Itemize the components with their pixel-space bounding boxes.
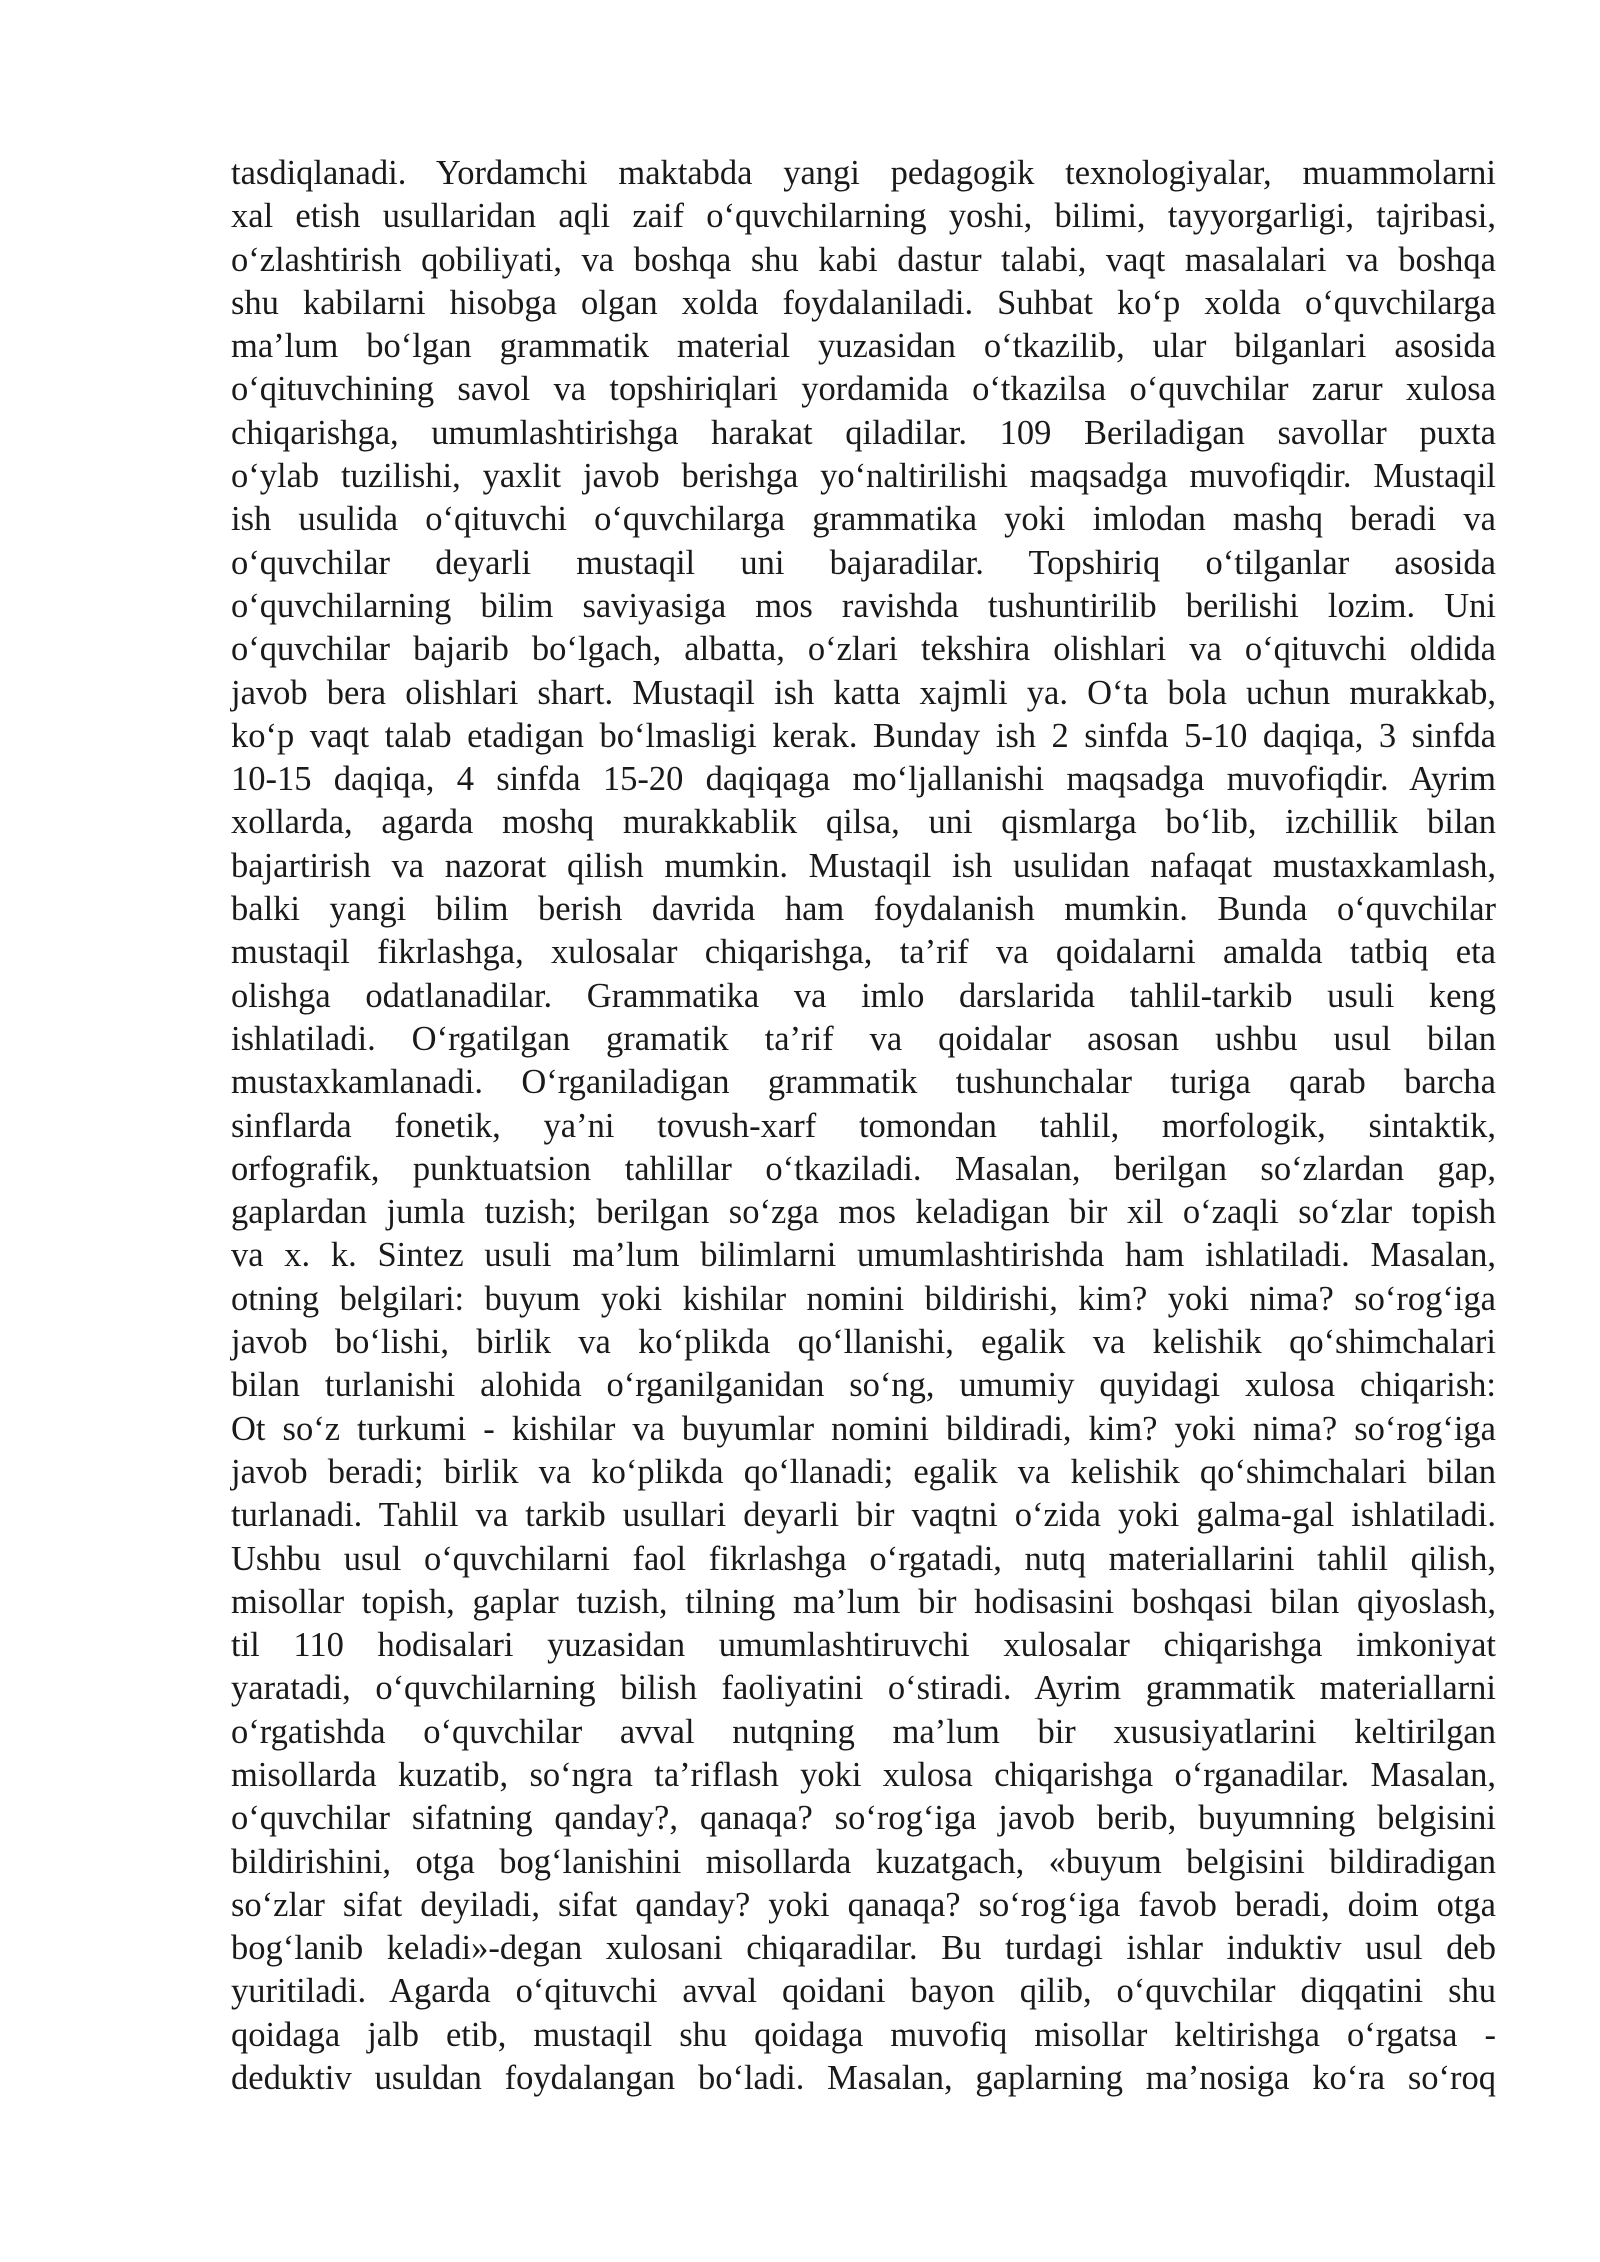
- text-line: o‘qituvchining savol va topshiriqlari yordamida o‘tkazilsa o‘quvchilar zarur xulosa: [231, 370, 1496, 409]
- text-line: o‘quvchilarning bilim saviyasiga mos ravishda tushuntirilib berilishi lozim. Uni: [231, 586, 1496, 625]
- text-line: javob bera olishlari shart. Mustaqil ish katta xajmli ya. O‘ta bola uchun murakkab,: [231, 673, 1496, 712]
- text-line: 10-15 daqiqa, 4 sinfda 15-20 daqiqaga mo‘ljallanishi maqsadga muvofiqdir. Ayrim: [231, 760, 1496, 799]
- text-line: ko‘p vaqt talab etadigan bo‘lmasligi kerak. Bunday ish 2 sinfda 5-10 daqiqa, 3 sinfda: [231, 716, 1496, 755]
- text-line: chiqarishga, umumlashtirishga harakat qiladilar. 109 Beriladigan savollar puxta: [231, 413, 1496, 452]
- text-line: misollar topish, gaplar tuzish, tilning ma’lum bir hodisasini boshqasi bilan qiyoslash,: [231, 1582, 1496, 1621]
- text-line: mustaxkamlanadi. O‘rganiladigan grammatik tushunchalar turiga qarab barcha: [231, 1063, 1496, 1102]
- text-line: javob bo‘lishi, birlik va ko‘plikda qo‘llanishi, egalik va kelishik qo‘shimchalari: [231, 1323, 1496, 1362]
- text-line: gaplardan jumla tuzish; berilgan so‘zga mos keladigan bir xil o‘zaqli so‘zlar topish: [231, 1193, 1496, 1232]
- text-line: misollarda kuzatib, so‘ngra ta’riflash yoki xulosa chiqarishga o‘rganadilar. Masalan,: [231, 1755, 1496, 1794]
- text-line: o‘quvchilar sifatning qanday?, qanaqa? so‘rog‘iga javob berib, buyumning belgisini: [231, 1799, 1496, 1838]
- text-line: so‘zlar sifat deyiladi, sifat qanday? yoki qanaqa? so‘rog‘iga favob beradi, doim otga: [231, 1885, 1496, 1924]
- text-line: otning belgilari: buyum yoki kishilar nomini bildirishi, kim? yoki nima? so‘rog‘iga: [231, 1279, 1496, 1318]
- text-line: qoidaga jalb etib, mustaqil shu qoidaga muvofiq misollar keltirishga o‘rgatsa -: [231, 2015, 1496, 2054]
- text-line: tasdiqlanadi. Yordamchi maktabda yangi pedagogik texnologiyalar, muammolarni: [231, 154, 1496, 192]
- text-line: o‘ylab tuzilishi, yaxlit javob berishga yo‘naltirilishi maqsadga muvofiqdir. Mustaqil: [231, 457, 1496, 496]
- text-line: bog‘lanib keladi»-degan xulosani chiqaradilar. Bu turdagi ishlar induktiv usul deb: [231, 1929, 1496, 1968]
- text-line: ishlatiladi. O‘rgatilgan gramatik ta’rif va qoidalar asosan ushbu usul bilan: [231, 1019, 1496, 1058]
- text-line: shu kabilarni hisobga olgan xolda foydalaniladi. Suhbat ko‘p xolda o‘quvchilarga: [231, 283, 1496, 322]
- text-line: xollarda, agarda moshq murakkablik qilsa, uni qismlarga bo‘lib, izchillik bilan: [231, 803, 1496, 842]
- text-line: til 110 hodisalari yuzasidan umumlashtiruvchi xulosalar chiqarishga imkoniyat: [231, 1626, 1496, 1665]
- text-line: xal etish usullaridan aqli zaif o‘quvchilarning yoshi, bilimi, tayyorgarligi, tajribasi,: [231, 197, 1496, 236]
- text-line: Ushbu usul o‘quvchilarni faol fikrlashga o‘rgatadi, nutq materiallarini tahlil qilish,: [231, 1539, 1496, 1578]
- text-line: mustaqil fikrlashga, xulosalar chiqarishga, ta’rif va qoidalarni amalda tatbiq eta: [231, 933, 1496, 972]
- body-text: [231, 152, 1496, 2100]
- text-line: javob beradi; birlik va ko‘plikda qo‘llanadi; egalik va kelishik qo‘shimchalari bilan: [231, 1452, 1496, 1491]
- text-line: balki yangi bilim berish davrida ham foydalanish mumkin. Bunda o‘quvchilar: [231, 890, 1496, 929]
- text-line: o‘rgatishda o‘quvchilar avval nutqning ma’lum bir xususiyatlarini keltirilgan: [231, 1712, 1496, 1751]
- text-line: ish usulida o‘qituvchi o‘quvchilarga grammatika yoki imlodan mashq beradi va: [231, 500, 1496, 539]
- text-line: olishga odatlanadilar. Grammatika va imlo darslarida tahlil-tarkib usuli keng: [231, 976, 1496, 1015]
- text-line: yaratadi, o‘quvchilarning bilish faoliyatini o‘stiradi. Ayrim grammatik materiallarni: [231, 1669, 1496, 1708]
- text-line: Ot so‘z turkumi - kishilar va buyumlar nomini bildiradi, kim? yoki nima? so‘rog‘iga: [231, 1409, 1496, 1448]
- text-line: o‘zlashtirish qobiliyati, va boshqa shu kabi dastur talabi, vaqt masalalari va boshqa: [231, 240, 1496, 279]
- text-line: o‘quvchilar deyarli mustaqil uni bajaradilar. Topshiriq o‘tilganlar asosida: [231, 543, 1496, 582]
- text-line: orfografik, punktuatsion tahlillar o‘tkaziladi. Masalan, berilgan so‘zlardan gap,: [231, 1149, 1496, 1188]
- text-line: yuritiladi. Agarda o‘qituvchi avval qoidani bayon qilib, o‘quvchilar diqqatini shu: [231, 1972, 1496, 2011]
- text-line: turlanadi. Tahlil va tarkib usullari deyarli bir vaqtni o‘zida yoki galma-gal ishlatiladi.: [231, 1496, 1496, 1535]
- text-line: bildirishini, otga bog‘lanishini misollarda kuzatgach, «buyum belgisini bildiradigan: [231, 1842, 1496, 1881]
- text-line: va x. k. Sintez usuli ma’lum bilimlarni umumlashtirishda ham ishlatiladi. Masalan,: [231, 1236, 1496, 1275]
- text-line: o‘quvchilar bajarib bo‘lgach, albatta, o‘zlari tekshira olishlari va o‘qituvchi oldida: [231, 630, 1496, 669]
- text-line: ma’lum bo‘lgan grammatik material yuzasidan o‘tkazilib, ular bilganlari asosida: [231, 327, 1496, 366]
- text-line: deduktiv usuldan foydalangan bo‘ladi. Masalan, gaplarning ma’nosiga ko‘ra so‘roq: [231, 2059, 1496, 2098]
- text-line: bajartirish va nazorat qilish mumkin. Mustaqil ish usulidan nafaqat mustaxkamlash,: [231, 846, 1496, 885]
- text-line: bilan turlanishi alohida o‘rganilganidan so‘ng, umumiy quyidagi xulosa chiqarish:: [231, 1366, 1496, 1405]
- text-line: sinflarda fonetik, ya’ni tovush-xarf tomondan tahlil, morfologik, sintaktik,: [231, 1106, 1496, 1145]
